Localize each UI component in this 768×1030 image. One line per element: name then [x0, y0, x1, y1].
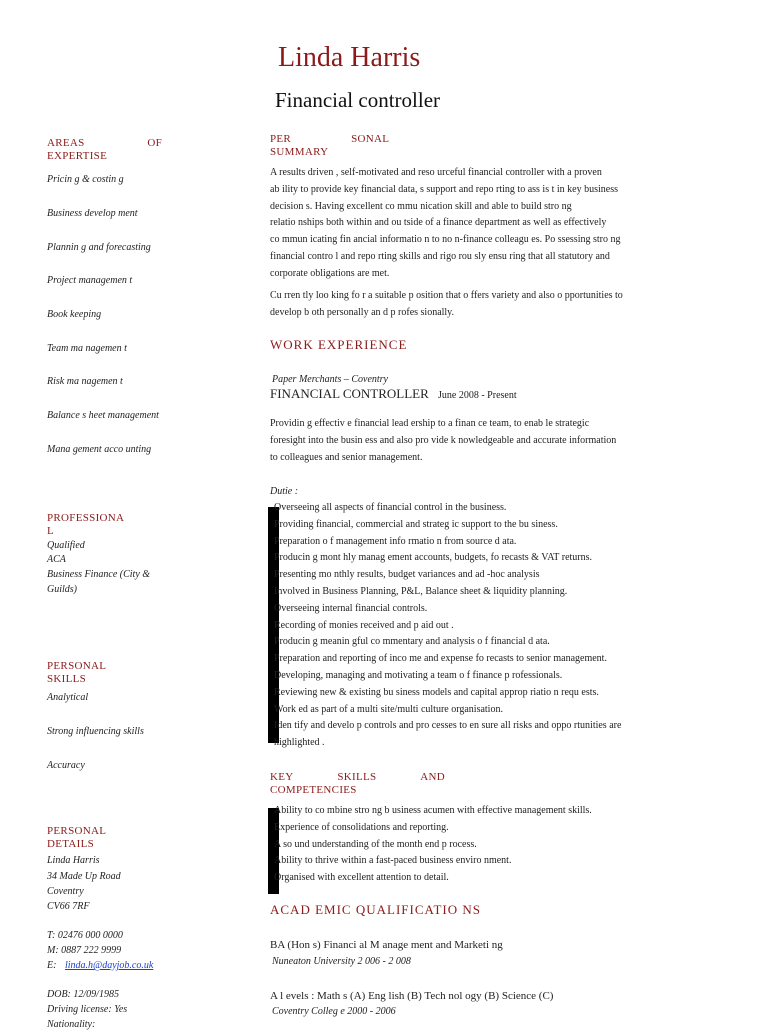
professional-item: Guilds) — [47, 584, 77, 595]
area-item: Project managemen t — [47, 275, 133, 286]
personal-skills-heading-line: PERSONAL — [47, 660, 107, 672]
areas-heading — [47, 137, 162, 163]
area-item: Team ma nagemen t — [47, 343, 127, 354]
personal-skill-item: Strong influencing skills — [47, 726, 144, 737]
job-desc-line: Providin g effectiv e financial lead ership to a finan ce team, to enab le strategic — [270, 418, 590, 429]
skill-item: Ability to co mbine stro ng b usiness acumen with effective management skills. — [274, 805, 592, 816]
area-item: Risk ma nagemen t — [47, 376, 123, 387]
professional-heading-line: PROFESSIONA — [47, 512, 125, 524]
duties-label: Dutie : — [270, 486, 299, 497]
degree-school: Nuneaton University 2 006 - 2 008 — [272, 956, 411, 967]
key-skills-heading-word: AND — [420, 771, 445, 783]
professional-heading-line: L — [47, 525, 55, 537]
summary-paragraph-2 — [270, 288, 670, 322]
detail-postcode: CV66 7RF — [47, 901, 90, 912]
skill-item: Organised with excellent attention to detail. — [274, 872, 449, 884]
duty-item: highlighted . — [274, 737, 325, 749]
personal-details-heading-line: PERSONAL — [47, 825, 107, 837]
summary-paragraph — [270, 165, 670, 283]
professional-item: Business Finance (City & — [47, 569, 151, 580]
skill-item: Ability to thrive within a fast-paced business enviro nment. — [274, 855, 512, 867]
area-item: Book keeping — [47, 309, 102, 320]
summary-line: relatio nships both within and ou tside of a finance department as well as effectively — [270, 217, 607, 229]
duty-item: Work ed as part of a multi site/multi culture organisation. — [274, 703, 503, 715]
email-link[interactable]: linda.h@dayjob.co.uk — [64, 960, 154, 971]
personal-skill-item: Accuracy — [47, 760, 85, 771]
summary-heading-word: PER — [270, 133, 292, 145]
employer: Paper Merchants – Coventry — [272, 374, 388, 385]
job-desc-line: to colleagues and senior management. — [270, 451, 423, 463]
area-item: Mana gement acco unting — [47, 444, 152, 455]
areas-heading-word: AREAS — [47, 137, 85, 149]
duty-item: Overseeing all aspects of financial control in the business. — [274, 502, 507, 513]
summary-line: financial contro l and repo rting skills and rigo rou sly ensu ring that all statutory and — [270, 250, 610, 262]
duty-item: Reviewing new & existing bu siness models and capital approp riatio n requ ests. — [274, 686, 599, 698]
duty-item: Overseeing internal financial controls. — [274, 602, 428, 614]
summary-heading-word: SONAL — [351, 133, 390, 145]
summary-line: A results driven , self-motivated and reso urceful financial controller with a proven — [270, 167, 602, 178]
detail-address: 34 Made Up Road — [47, 871, 121, 882]
duty-item: Providing financial, commercial and strateg ic support to the bu siness. — [274, 518, 558, 530]
duty-item: Presenting mo nthly results, budget variances and ad -hoc analysis — [274, 569, 540, 581]
area-item: Business develop ment — [47, 208, 138, 219]
detail-name: Linda Harris — [47, 855, 100, 866]
summary-heading-word: SUMMARY — [270, 146, 329, 158]
key-skills-heading-word: SKILLS — [337, 771, 377, 783]
job-title: FINANCIAL CONTROLLER — [270, 386, 429, 401]
summary-heading — [270, 133, 389, 159]
dob: DOB: 12/09/1985 — [47, 989, 119, 1000]
job-dates: June 2008 - Present — [438, 390, 517, 401]
areas-heading-word: OF — [147, 137, 162, 149]
duty-item: Recording of monies received and p aid out . — [274, 619, 454, 631]
a-levels: A l evels : Math s (A) Eng lish (B) Tech nol ogy (B) Science (C) — [270, 990, 554, 1002]
summary-line: Cu rren tly loo king fo r a suitable p osition that o ffers variety and also o pportunities to — [270, 290, 623, 301]
professional-heading — [47, 512, 124, 538]
professional-item: Qualified — [47, 540, 85, 551]
summary-line: ab ility to provide key financial data, s support and repo rting to ass is t in key business — [270, 183, 618, 195]
email-label: E: — [47, 960, 57, 971]
job-description — [270, 416, 670, 466]
driving-license: Driving license: Yes — [47, 1004, 128, 1015]
area-item: Balance s heet management — [47, 410, 159, 421]
job-title-row — [270, 386, 517, 402]
job-desc-line: foresight into the busin ess and also pro vide k nowledgeable and accurate information — [270, 434, 617, 446]
professional-item: ACA — [47, 554, 66, 565]
a-levels-school: Coventry Colleg e 2000 - 2006 — [272, 1006, 396, 1017]
duty-item: Iden tify and develo p controls and pro cesses to en sure all risks and oppo rtunities are — [274, 720, 622, 732]
key-skills-heading-word: KEY — [270, 771, 294, 783]
duty-item: Involved in Business Planning, P&L, Balance sheet & liquidity planning. — [274, 585, 568, 597]
detail-city: Coventry — [47, 886, 84, 897]
personal-skill-item: Analytical — [47, 692, 89, 703]
degree: BA (Hon s) Financi al M anage ment and Marketi ng — [270, 939, 503, 951]
area-item: Pricin g & costin g — [47, 174, 124, 185]
duty-item: Preparation o f management info rmatio n from source d ata. — [274, 535, 517, 547]
summary-line: co mmun icating fin ancial informatio n to no n-finance colleagu es. Po ssessing stro ng — [270, 234, 621, 246]
phone-landline: T: 02476 000 0000 — [47, 930, 123, 941]
skill-item: Experience of consolidations and reporting. — [274, 821, 449, 833]
duties-list — [274, 500, 674, 752]
duty-item: Producin g meanin gful co mmentary and analysis o f financial d ata. — [274, 636, 550, 648]
duty-item: Preparation and reporting of inco me and expense fo recasts to senior management. — [274, 653, 607, 665]
key-skills-heading-word: COMPETENCIES — [270, 784, 357, 796]
duty-item: Developing, managing and motivating a team o f finance p rofessionals. — [274, 669, 563, 681]
duty-item: Producin g mont hly manag ement accounts, budgets, fo recasts & VAT returns. — [274, 552, 593, 564]
skill-item: A so und understanding of the month end p rocess. — [274, 838, 477, 850]
skills-list — [274, 803, 674, 887]
areas-heading-word: EXPERTISE — [47, 150, 108, 162]
nationality: Nationality: — [47, 1019, 96, 1030]
personal-skills-heading — [47, 660, 106, 686]
personal-skills-heading-line: SKILLS — [47, 673, 87, 685]
personal-details-heading — [47, 825, 106, 851]
personal-details-heading-line: DETAILS — [47, 838, 95, 850]
phone-mobile: M: 0887 222 9999 — [47, 945, 122, 956]
candidate-name: Linda Harris — [278, 42, 421, 73]
summary-line: corporate obligations are met. — [270, 267, 390, 279]
academic-heading: ACAD EMIC QUALIFICATIO NS — [270, 902, 481, 917]
area-item: Plannin g and forecasting — [47, 242, 151, 253]
work-experience-heading: WORK EXPERIENCE — [270, 337, 408, 352]
email-row — [47, 960, 153, 971]
job-title-heading: Financial controller — [275, 88, 441, 112]
key-skills-heading — [270, 771, 445, 797]
summary-line: decision s. Having excellent co mmu nication skill and able to build stro ng — [270, 200, 572, 212]
summary-line: develop b oth personally an d p rofes sionally. — [270, 306, 455, 318]
